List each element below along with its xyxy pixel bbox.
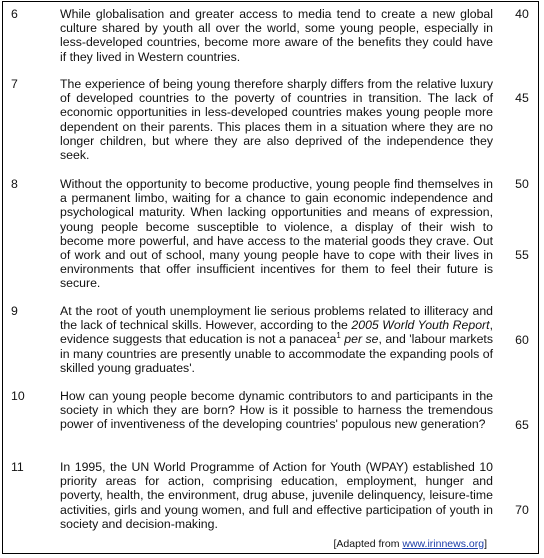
footnote-marker: 1 <box>336 331 341 341</box>
line-number: 40 <box>515 7 529 21</box>
line-number: 70 <box>515 503 529 517</box>
paragraph-number: 9 <box>11 304 18 318</box>
latin-phrase: per se <box>344 332 379 347</box>
paragraph-text: While globalisation and greater access to media tend to create a new global culture shared by youth all over the world, some young people, especially in less-developed countries, become more aware of the benefits they could have if they lived in Western countries. <box>60 7 493 64</box>
line-number: 50 <box>515 177 529 191</box>
line-number: 55 <box>515 248 529 262</box>
text-segment: , evidence suggests that education is not a panacea <box>60 318 493 347</box>
passage-frame <box>2 1 539 554</box>
source-link[interactable]: www.irinnews.org <box>402 538 485 550</box>
paragraph-text <box>60 304 493 375</box>
paragraph-text: How can young people become dynamic contributors to and participants in the society in which they are born? How is it possible to harness the tremendous power of inventiveness of the developing countries' populous new generation? <box>60 389 493 432</box>
paragraph-text: In 1995, the UN World Programme of Action for Youth (WPAY) established 10 priority areas for action, comprising education, employment, hunger and poverty, health, the environment, drug abuse, juvenile delinquency, leisure-time activities, girls and young women, and full and effective participation of youth in society and decision-making. <box>60 460 493 531</box>
line-number: 45 <box>515 91 529 105</box>
text-segment: At the root of youth unemployment lie serious problems related to illiteracy and the lack of technical skills. However, according to the <box>60 304 493 333</box>
paragraph-text: The experience of being young therefore sharply differs from the relative luxury of developed countries to the poverty of countries in transition. The lack of economic opportunities in less-developed countries makes young people more dependent on their parents. This places them in a situation where they are no longer children, but where they are also deprived of the independence they seek. <box>60 77 493 163</box>
line-number: 65 <box>515 418 529 432</box>
report-title: 2005 World Youth Report <box>351 318 490 333</box>
paragraph-number: 8 <box>11 177 18 191</box>
source-prefix: [Adapted from <box>333 538 403 550</box>
source-citation <box>334 538 488 550</box>
text-segment: , and 'labour markets in many countries are presently unable to accommodate the expanding pools of skilled young graduates'. <box>60 332 493 375</box>
paragraph-text: Without the opportunity to become productive, young people find themselves in a permanent limbo, waiting for a chance to gain economic independence and psychological maturity. When lacking opportunities and means of expression, young people become susceptible to violence, a display of their wish to become more powerful, and have access to the material goods they crave. Out of work and out of school, many young people have to cope with their lives in environments that offer insufficient incentives for them to feel their future is secure. <box>60 177 493 291</box>
paragraph-number: 11 <box>11 460 24 474</box>
source-suffix: ] <box>484 538 487 550</box>
paragraph-number: 10 <box>11 389 25 403</box>
line-number: 60 <box>515 333 529 347</box>
paragraph-number: 7 <box>11 77 18 91</box>
paragraph-number: 6 <box>11 7 18 21</box>
